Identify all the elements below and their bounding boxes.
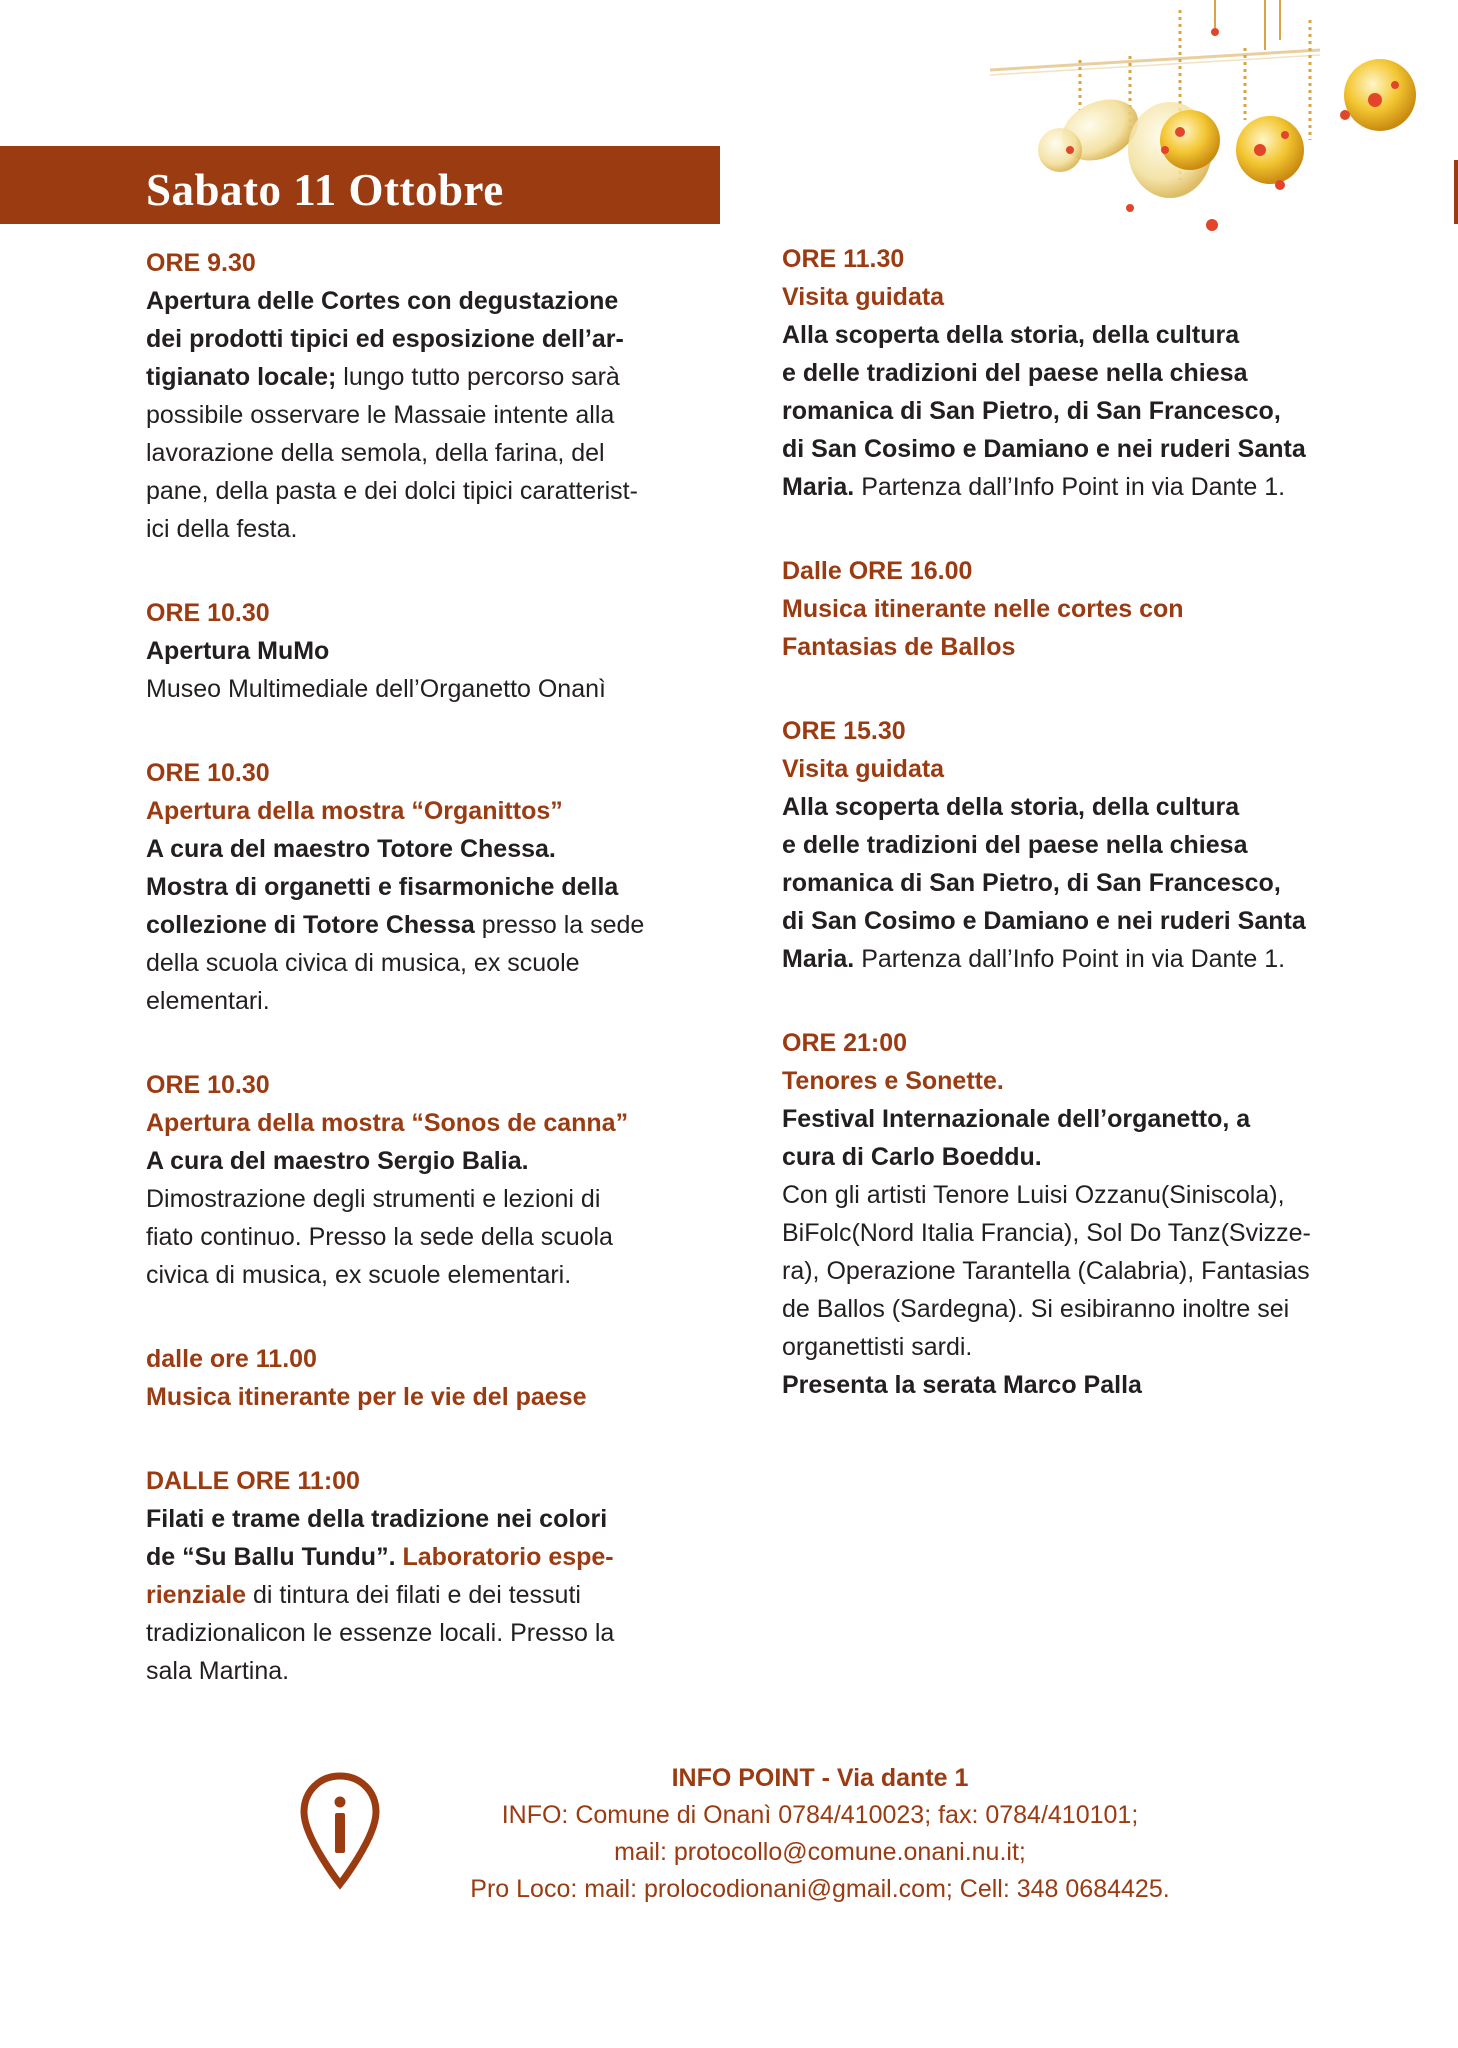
event-text-segment: Tenores e Sonette. — [782, 1067, 1004, 1095]
event-text-segment: Apertura della mostra “Sonos de canna” — [146, 1109, 629, 1137]
event-line — [146, 670, 686, 708]
event-line — [782, 1366, 1352, 1404]
event-time: dalle ore 11.00 — [146, 1345, 317, 1373]
event-text-segment: e delle tradizioni del paese nella chiesa — [782, 831, 1248, 859]
event-text-segment: Fantasias de Ballos — [782, 633, 1016, 661]
event-line — [146, 1180, 686, 1218]
event-line — [782, 1176, 1352, 1214]
event-line — [146, 434, 686, 472]
event-text-segment: civica di musica, ex scuole elementari. — [146, 1261, 572, 1289]
event-line — [146, 944, 686, 982]
event-line — [782, 750, 1352, 788]
hanging-ornaments-decoration — [980, 0, 1450, 250]
event-line — [782, 826, 1352, 864]
event-text-segment: elementari. — [146, 987, 270, 1015]
event-line — [782, 940, 1352, 978]
event-item — [146, 1462, 686, 1690]
event-text-segment: Laboratorio espe- — [395, 1543, 614, 1571]
event-text-segment: de Ballos (Sardegna). Si esibiranno inoltre sei — [782, 1295, 1290, 1323]
event-time: ORE 10.30 — [146, 1071, 270, 1099]
event-text-segment: BiFolc(Nord Italia Francia), Sol Do Tanz(Svizze- — [782, 1219, 1311, 1247]
event-time: ORE 21:00 — [782, 1029, 908, 1057]
event-line — [782, 1138, 1352, 1176]
event-line — [782, 628, 1352, 666]
event-line — [782, 864, 1352, 902]
event-text-segment: rienziale — [146, 1581, 247, 1609]
event-text-segment: possibile osservare le Massaie intente alla — [146, 401, 615, 429]
event-text-segment: collezione di Totore Chessa — [146, 911, 475, 939]
event-line — [782, 1252, 1352, 1290]
event-line — [782, 788, 1352, 826]
event-text-segment: Dimostrazione degli strumenti e lezioni di — [146, 1185, 601, 1213]
event-line — [146, 358, 686, 396]
left-column — [146, 244, 686, 1736]
event-line — [146, 1142, 686, 1180]
event-line — [782, 590, 1352, 628]
edge-rule — [1454, 160, 1458, 224]
event-line — [146, 1218, 686, 1256]
event-text-segment: presso la sede — [474, 911, 645, 939]
event-text-segment: Maria. — [782, 945, 855, 973]
event-line — [146, 1614, 686, 1652]
event-line — [782, 902, 1352, 940]
event-text-segment: tigianato locale; — [146, 363, 337, 391]
event-item — [146, 754, 686, 1020]
event-line — [146, 1576, 686, 1614]
event-time: ORE 10.30 — [146, 599, 270, 627]
event-text-segment: A cura del maestro Sergio Balia. — [146, 1147, 529, 1175]
event-item — [782, 240, 1352, 506]
event-text-segment: ici della festa. — [146, 515, 298, 543]
event-text-segment: di tintura dei filati e dei tessuti — [246, 1581, 581, 1609]
event-text-segment: della scuola civica di musica, ex scuole — [146, 949, 580, 977]
footer-heading: INFO POINT - Via dante 1 — [671, 1764, 969, 1792]
event-line — [782, 1214, 1352, 1252]
event-line — [782, 1062, 1352, 1100]
event-line — [782, 316, 1352, 354]
event-text-segment: Maria. — [782, 473, 855, 501]
event-line — [146, 1256, 686, 1294]
right-column — [782, 240, 1352, 1450]
event-line — [782, 430, 1352, 468]
event-line — [782, 1328, 1352, 1366]
event-text-segment: tradizionalicon le essenze locali. Presso la — [146, 1619, 615, 1647]
event-line — [782, 1290, 1352, 1328]
event-text-segment: dei prodotti tipici ed esposizione dell’ar- — [146, 325, 624, 353]
event-item — [146, 244, 686, 548]
event-line — [146, 1104, 686, 1142]
event-text-segment: Musica itinerante per le vie del paese — [146, 1383, 587, 1411]
event-line — [146, 472, 686, 510]
event-text-segment: Filati e trame della tradizione nei colori — [146, 1505, 608, 1533]
event-line — [146, 982, 686, 1020]
event-line — [146, 510, 686, 548]
event-text-segment: lavorazione della semola, della farina, del — [146, 439, 605, 467]
footer-line: mail: protocollo@comune.onani.nu.it; — [614, 1838, 1026, 1866]
event-item — [782, 1024, 1352, 1404]
event-text-segment: Festival Internazionale dell’organetto, a — [782, 1105, 1251, 1133]
event-line — [146, 792, 686, 830]
footer-line: INFO: Comune di Onanì 0784/410023; fax: 0784/410101; — [501, 1801, 1139, 1829]
event-text-segment: A cura del maestro Totore Chessa. — [146, 835, 556, 863]
event-text-segment: ra), Operazione Tarantella (Calabria), Fantasias — [782, 1257, 1310, 1285]
event-text-segment: e delle tradizioni del paese nella chiesa — [782, 359, 1248, 387]
event-line — [782, 468, 1352, 506]
event-item — [146, 1340, 686, 1416]
event-text-segment: Musica itinerante nelle cortes con — [782, 595, 1184, 623]
event-text-segment: Visita guidata — [782, 283, 945, 311]
event-time: ORE 9.30 — [146, 249, 256, 277]
footer-line: Pro Loco: mail: prolocodionani@gmail.com; Cell: 348 0684425. — [470, 1875, 1170, 1903]
event-line — [782, 278, 1352, 316]
event-text-segment: lungo tutto percorso sarà — [336, 363, 620, 391]
event-line — [146, 1500, 686, 1538]
event-item — [146, 1066, 686, 1294]
event-text-segment: fiato continuo. Presso la sede della scuola — [146, 1223, 613, 1251]
event-time: DALLE ORE 11:00 — [146, 1467, 360, 1495]
event-text-segment: di San Cosimo e Damiano e nei ruderi Santa — [782, 907, 1306, 935]
event-line — [146, 632, 686, 670]
event-text-segment: di San Cosimo e Damiano e nei ruderi Santa — [782, 435, 1306, 463]
event-line — [146, 396, 686, 434]
event-text-segment: Apertura della mostra “Organittos” — [146, 797, 563, 825]
event-text-segment: Presenta la serata Marco Palla — [782, 1371, 1142, 1399]
event-line — [782, 392, 1352, 430]
event-item — [782, 712, 1352, 978]
event-text-segment: romanica di San Pietro, di San Francesco, — [782, 869, 1281, 897]
event-time: ORE 11.30 — [782, 245, 905, 273]
event-line — [782, 1100, 1352, 1138]
event-text-segment: de “Su Ballu Tundu”. — [146, 1543, 396, 1571]
event-text-segment: Alla scoperta della storia, della cultura — [782, 793, 1240, 821]
event-line — [146, 830, 686, 868]
event-text-segment: sala Martina. — [146, 1657, 290, 1685]
event-text-segment: Museo Multimediale dell’Organetto Onanì — [146, 675, 606, 703]
event-text-segment: cura di Carlo Boeddu. — [782, 1143, 1042, 1171]
event-text-segment: Mostra di organetti e fisarmoniche della — [146, 873, 619, 901]
event-time: ORE 15.30 — [782, 717, 906, 745]
event-line — [146, 1538, 686, 1576]
page-title: Sabato 11 Ottobre — [146, 165, 504, 215]
info-footer — [300, 1760, 1280, 1910]
event-text-segment: Alla scoperta della storia, della cultura — [782, 321, 1240, 349]
event-text-segment: romanica di San Pietro, di San Francesco, — [782, 397, 1281, 425]
event-line — [146, 320, 686, 358]
event-item — [782, 552, 1352, 666]
event-line — [146, 868, 686, 906]
event-line — [146, 1652, 686, 1690]
footer-text — [360, 1760, 1280, 1908]
event-text-segment: Partenza dall’Info Point in via Dante 1. — [854, 945, 1286, 973]
event-text-segment: Con gli artisti Tenore Luisi Ozzanu(Siniscola), — [782, 1181, 1285, 1209]
event-text-segment: Apertura MuMo — [146, 637, 330, 665]
event-text-segment: organettisti sardi. — [782, 1333, 973, 1361]
event-item — [146, 594, 686, 708]
event-text-segment: pane, della pasta e dei dolci tipici caratterist- — [146, 477, 638, 505]
event-line — [146, 906, 686, 944]
event-text-segment: Apertura delle Cortes con degustazione — [146, 287, 619, 315]
event-line — [146, 1378, 686, 1416]
event-time: ORE 10.30 — [146, 759, 270, 787]
event-line — [782, 354, 1352, 392]
event-time: Dalle ORE 16.00 — [782, 557, 973, 585]
event-text-segment: Visita guidata — [782, 755, 945, 783]
event-line — [146, 282, 686, 320]
event-text-segment: Partenza dall’Info Point in via Dante 1. — [854, 473, 1286, 501]
